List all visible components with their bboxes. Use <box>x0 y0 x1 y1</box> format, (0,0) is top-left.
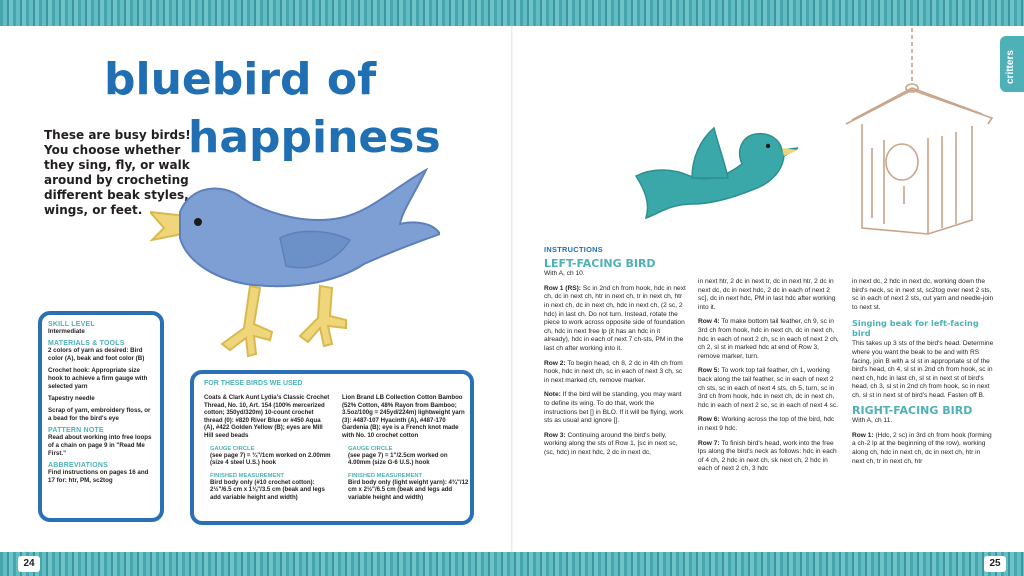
gauge-box-heading: FOR THESE BIRDS WE USED <box>204 380 303 387</box>
title-line-2: happiness <box>188 112 441 163</box>
right-row-1: Row 1: (Hdc, 2 sc) in 3rd ch from hook (forming a ch-2 lp at the beginning of the row), working along ch, hdc in next ch, dc in next ch, htr in next ch, tr in next ch, htr <box>852 431 992 465</box>
gauge-left-column <box>204 394 332 508</box>
singing-beak-heading: Singing beak for left-facing bird <box>852 318 979 339</box>
finished-measurement-heading: FINISHED MEASUREMENT <box>210 472 285 479</box>
note: Note: If the bird will be standing, you may want to define its wing. To do that, work the instructions bet [] in BLO. If it will be flying, work sts as usual and ignore []. <box>544 391 684 425</box>
walking-bluebird-image <box>150 168 440 378</box>
row-3-continued: in next htr, 2 dc in next tr, dc in next htr, 2 dc in next dc, dc in next hdc, 2 dc in each of next 2 sc], dc in next hdc, PM in last hdc after working into it. <box>698 278 836 311</box>
instructions-heading: INSTRUCTIONS <box>544 245 604 254</box>
finished-measurement-heading: FINISHED MEASUREMENT <box>348 472 423 479</box>
instructions-column-1 <box>544 246 686 463</box>
page-number-left: 24 <box>18 556 40 572</box>
flying-bird-eye <box>766 144 770 148</box>
skill-level-value: Intermediate <box>48 328 85 335</box>
yarn-description: Coats & Clark Aunt Lydia's Classic Crochet Thread, No. 10, Art. 154 (100% mercerized cotton; 350yd/320m) 10-count crochet thread (0): #820 River Blue or #450 Aqua (A), #422 Golden Yellow (B); eyes are Mill Hill seed beads <box>204 394 330 439</box>
bird-legs <box>222 286 346 356</box>
gauge-circle-heading: GAUGE CIRCLE <box>210 445 255 452</box>
abbreviations-text: Find instructions on pages 16 and 17 for: htr, PM, sc2tog <box>48 469 149 484</box>
pattern-note-text: Read about working into free loops of a chain on page 9 in "Read Me First." <box>48 434 152 457</box>
materials-item: 2 colors of yarn as desired: Bird color (A), beak and foot color (B) <box>48 347 145 362</box>
materials-heading: MATERIALS & TOOLS <box>48 340 125 347</box>
right-facing-bird-heading: RIGHT-FACING BIRD <box>852 403 973 417</box>
section-tab <box>1000 36 1024 92</box>
birdhouse-illustration <box>832 28 1002 238</box>
row-4: Row 4: To make bottom tail feather, ch 9, sc in 3rd ch from hook, hdc in next ch, dc in next ch, hdc in each of next 2 ch, sc in each of next 2 ch, ch 2, sl st in marked hdc at end of Row 3, remove marker, turn. <box>698 318 839 360</box>
materials-sidebar <box>38 311 164 522</box>
page-number-right: 25 <box>984 556 1006 572</box>
gauge-circle-text: (see page 7) = ¾"/1cm worked on 2.00mm (size 4 steel U.S.) hook <box>210 451 331 467</box>
section-tab-label: critters <box>1005 50 1016 84</box>
row-1: Row 1 (RS): Sc in 2nd ch from hook, hdc in next ch, dc in next ch, htr in next ch, tr in next ch, htr in next ch, dc in next ch, hdc in next ch, (2 sc, 2 hdc) in last ch. Do not turn. Instead, rotate the piece to work across opposite side of foundation ch, hdc in next free lp (it has an hdc in it already), hdc in each of next 7 ch-sts, PM in the last ch after working into it. <box>544 284 686 352</box>
left-bird-intro: With A, ch 10. <box>544 270 585 278</box>
intro-text: These are busy birds! You choose whether they sing, fly, or walk around by crocheting different beak styles, wings, or feet. <box>44 128 191 217</box>
materials-item: Scrap of yarn, embroidery floss, or a bead for the bird's eye <box>48 407 151 422</box>
flying-bird-wing <box>692 128 728 178</box>
yarn-description: Lion Brand LB Collection Cotton Bamboo (52% Cotton, 48% Rayon from Bamboo; 3.5oz/100g = 245yd/224m) lightweight yarn (3): #487-107 Hyacinth (A), #487-170 Gardenia (B); eye is a French knot made with No. 10 crochet cotton <box>342 394 465 439</box>
gauge-circle-text: (see page 7) = 1"/2.5cm worked on 4.00mm (size G-6 U.S.) hook <box>348 451 448 467</box>
materials-item: Tapestry needle <box>48 395 95 402</box>
pattern-note-heading: PATTERN NOTE <box>48 427 104 434</box>
title-line-1: bluebird of <box>104 54 377 105</box>
singing-beak-text: This takes up 3 sts of the bird's head. Determine where you want the beak to be and with RS facing, join B with a sl st in appropriate st of the bird's head, ch 4, sl st in 2nd ch from hook, sc in next ch, hdc in last ch, sl st in next st of bird's head, ch 3, sl st in 2nd ch from hook, sc in next ch, sl st in next st of bird's head. Fasten off B. <box>852 340 994 399</box>
finished-measurement-text: Bird body only (#10 crochet cotton): 2½"/6.5 cm x 1⅛"/3.5 cm (beak and legs add variable height and width) <box>210 478 325 501</box>
top-decorative-band <box>0 0 1024 26</box>
instructions-column-2 <box>698 278 840 480</box>
bird-body <box>180 170 440 286</box>
instructions-column-3 <box>852 278 994 472</box>
left-facing-bird-heading: LEFT-FACING BIRD <box>544 256 656 270</box>
row-6: Row 6: Working across the top of the bird, hdc in next 9 hdc. <box>698 416 835 432</box>
flying-bluebird-image <box>632 124 804 220</box>
row-2: Row 2: To begin head, ch 8, 2 dc in 4th ch from hook, hdc in next ch, sc in each of next 3 ch, sc in next marked ch, remove marker. <box>544 359 683 384</box>
finished-measurement-text: Bird body only (light weight yarn): 4¾"/12 cm x 2½"/6.5 cm (beak and legs add variable height and width) <box>348 478 469 501</box>
bird-eye <box>194 218 202 226</box>
row-7-continued: in next dc, 2 hdc in next dc, working down the bird's neck, sc in next st, sc2tog over next 2 sts, sc in each of next 2 sts, cut yarn and needle-join to next st. <box>852 278 994 311</box>
row-5: Row 5: To work top tail feather, ch 1, working back along the tail feather, sc in each of next 2 ch sts, sc in each of next 4 sts, ch 5, turn, sc in 3rd ch from hook, hdc in next ch, dc in next ch, hdc in each of next 2 sc, sc in each of next 4 sc. <box>698 367 839 409</box>
row-3: Row 3: Continuing around the bird's belly, working along the sts of Row 1, [sc in next sc, (sc, hdc) in next hdc, 2 dc in next dc, <box>544 431 678 456</box>
materials-item: Crochet hook: Appropriate size hook to achieve a firm gauge with selected yarn <box>48 367 148 390</box>
abbreviations-heading: ABBREVIATIONS <box>48 462 109 469</box>
right-bird-intro: With A, ch 11. <box>852 417 893 425</box>
row-7: Row 7: To finish bird's head, work into the free lps along the bird's neck as follows: hdc in each of 4 ch, 2 hdc in next ch, sk next ch, 2 hdc in each of next 2 ch, 3 hdc <box>698 439 837 473</box>
gauge-circle-heading: GAUGE CIRCLE <box>348 445 393 452</box>
yarn-gauge-box <box>190 370 474 525</box>
book-spine <box>511 26 513 552</box>
gauge-right-column <box>342 394 470 508</box>
skill-level-heading: SKILL LEVEL <box>48 321 95 328</box>
bottom-decorative-band <box>0 552 1024 576</box>
